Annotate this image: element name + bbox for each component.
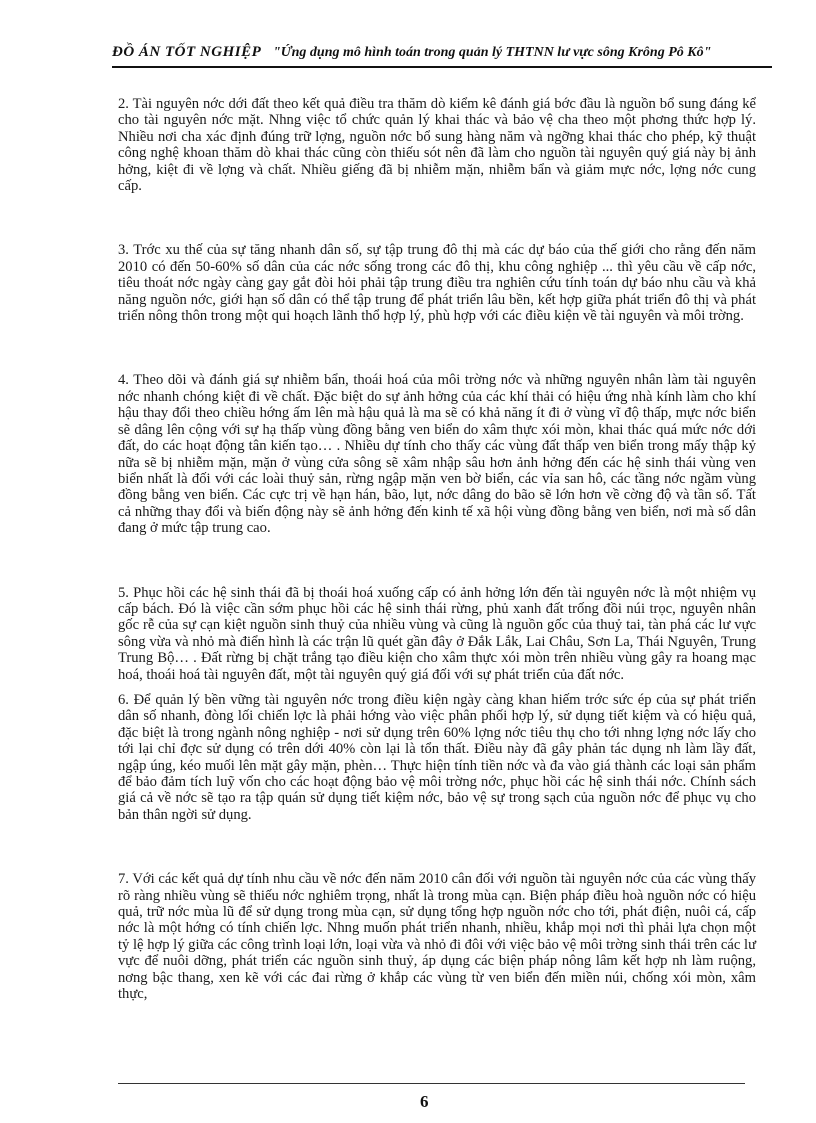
- paragraph-6: 6. Để quản lý bền vững tài nguyên nớc trong điều kiện ngày càng khan hiếm trớc sức ép của sự phát triển dân số nhanh, đòng lối chiến lợc là phải hớng vào việc phân phối hợp lý, sử dụng tiết kiệm và có hiệu quả, đặc biệt là trong ngành nông nghiệp - nơi sử dụng trên 60% lợng nớc tiêu thụ cho tới nhng lợng nớc lấy cho tới lại chỉ đợc sử dụng có trên dới 40% còn lại là tổn thất. Điều này đã gây phản tác dụng nh làm lầy đất, ngập úng, kéo muối lên mặt gây mặn, phèn… Thực hiện tính tiền nớc và đa vào giá thành các loại sản phẩm để bảo đảm tích luỹ vốn cho các hoạt động bảo vệ môi trờng nớc, phục hồi các hệ sinh thái nớc. Chính sách giá cả về nớc sẽ tạo ra tập quán sử dụng tiết kiệm nớc, bảo vệ sự trong sạch của nguồn nớc để phục vụ cho bản thân ngời sử dụng.: [118, 691, 756, 823]
- page-header: [112, 44, 770, 61]
- paragraph-2: 2. Tài nguyên nớc dới đất theo kết quả điều tra thăm dò kiểm kê đánh giá bớc đầu là nguồn bổ sung đáng kể cho tài nguyên nớc mặt. Nhng việc tổ chức quản lý khai thác và bảo vệ cha theo một phơng thức hợp lý. Nhiều nơi cha xác định đúng trữ lợng, nguồn nớc bổ sung hàng năm và ngỡng khai thác cho phép, kỹ thuật công nghệ khoan thăm dò khai thác cũng còn thiếu sót nên đã làm cho nguồn tài nguyên quý giá này bị ảnh hởng, kiệt đi về lợng và chất. Nhiều giếng đã bị nhiễm mặn, nhiễm bẩn và giảm mực nớc, lợng nớc cung cấp.: [118, 96, 756, 195]
- paragraph-3: 3. Trớc xu thế của sự tăng nhanh dân số, sự tập trung đô thị mà các dự báo của thế giới cho rằng đến năm 2010 có đến 50-60% số dân của các nớc sống trong các đô thị, khu công nghiệp ... thì yêu cầu về cấp nớc, tiêu thoát nớc ngày càng gay gắt đòi hỏi phải tập trung điều tra nghiên cứu tính toán dự báo nhu cầu và khả năng nguồn nớc, giới hạn số dân có thể tập trung để phát triển lâu bền, kết hợp giữa phát triển đô thị và phát triển nông thôn trong một qui hoạch lãnh thổ hợp lý, phù hợp với các điều kiện về tài nguyên và môi trờng.: [118, 242, 756, 325]
- paragraph-4: 4. Theo dõi và đánh giá sự nhiễm bẩn, thoái hoá của môi trờng nớc và những nguyên nhân làm tài nguyên nớc nhanh chóng kiệt đi về chất. Đặc biệt do sự ảnh hởng của các khí thải có hiệu ứng nhà kính làm cho khí hậu thay đổi theo chiều hớng ấm lên mà hậu quả là ma sẽ có khả năng ít đi ở vùng vĩ độ thấp, mực nớc biển sẽ dâng lên cộng với sự hạ thấp vùng đồng bằng ven biển do xâm thực xói mòn, khai thác quá mức nớc dới đất, do các hoạt động tân kiến tạo… . Nhiều dự tính cho thấy các vùng đất thấp ven biển trong mấy thập kỷ nữa sẽ bị nhiễm mặn, mặn ở vùng cửa sông sẽ xâm nhập sâu hơn ảnh hởng đến các hệ sinh thái vùng ven biển nhất là đối với các loài thuỷ sản, rừng ngập mặn ven bờ biển, các vỉa san hô, các tầng nớc ngầm vùng đồng bằng ven biển. Các cực trị về hạn hán, bão, lụt, nớc dâng do bão sẽ lớn hơn về cờng độ và tần số. Tất cả những thay đổi và biến động này sẽ ảnh hởng đến kinh tế xã hội vùng đồng bằng ven biển, nơi mà số dân đang ở mức tập trung cao.: [118, 372, 756, 537]
- footer-divider: [118, 1083, 745, 1084]
- page-number: 6: [420, 1092, 429, 1111]
- paragraph-7: 7. Với các kết quả dự tính nhu cầu về nớc đến năm 2010 cân đối với nguồn tài nguyên nớc của các vùng thấy rõ ràng nhiều vùng sẽ thiếu nớc nghiêm trọng, nhất là trong mùa cạn. Biện pháp điều hoà nguồn nớc có hiệu quả, trữ nớc mùa lũ để sử dụng trong mùa cạn, sử dụng tổng hợp nguồn nớc cho tới, phát điện, nuôi cá, cấp nớc là một hớng có tính chiến lợc. Nhng muốn phát triển nhanh, nhiều, khắp mọi nơi thì phải lựa chọn một tỷ lệ hợp lý giữa các công trình loại lớn, loại vừa và nhỏ đi đôi với việc bảo vệ môi trờng sinh thái trên các lư vực để nuôi dỡng, phát triển các nguồn sinh thuỷ, áp dụng các biện pháp nông lâm kết hợp nh làm ruộng, nơng bậc thang, xen kẽ với các đai rừng ở khắp các vùng từ ven biển đến miền núi, chống xói mòn, xâm thực,: [118, 871, 756, 1003]
- header-thesis-label: ĐỒ ÁN TỐT NGHIỆP: [112, 44, 262, 60]
- header-divider: [112, 66, 772, 68]
- page-body: [118, 96, 756, 1002]
- paragraph-5: 5. Phục hồi các hệ sinh thái đã bị thoái hoá xuống cấp có ảnh hởng lớn đến tài nguyên nớc là một nhiệm vụ cấp bách. Đó là việc cần sớm phục hồi các hệ sinh thái rừng, phủ xanh đất trống đồi núi trọc, nguyên nhân gốc rễ của sự cạn kiệt nguồn sinh thuỷ của nhiều vùng và cũng là nguồn gốc của thuỷ tai, tàn phá các lư vực sông vừa và nhỏ mà điển hình là các trận lũ quét gần đây ở Đắk Lắk, Lai Châu, Sơn La, Thái Nguyên, Trung Trung Bộ… . Đất rừng bị chặt trắng tạo điều kiện cho xâm thực xói mòn trên nhiều vùng gây ra hoang mạc hoá, thoái hoá tài nguyên đất, một tài nguyên quý giá đối với sự phát triển của đất nớc.: [118, 584, 756, 683]
- header-thesis-title: "Ứng dụng mô hình toán trong quản lý THTNN lư vực sông Krông Pô Kô": [273, 45, 712, 60]
